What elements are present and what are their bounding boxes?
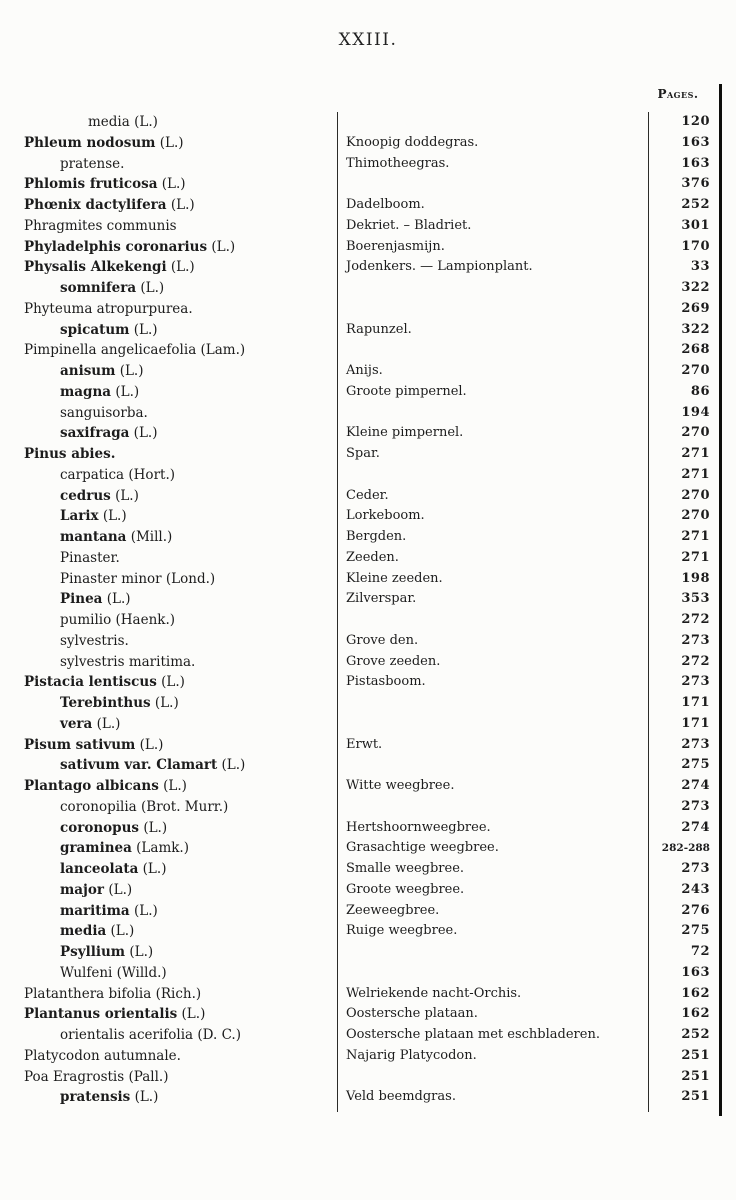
table-row — [0, 610, 736, 631]
dutch-common-name: Groote pimpernel. — [346, 383, 467, 399]
latin-name: Platycodon autumnale. — [24, 1047, 181, 1064]
page-number: 162 — [681, 1006, 710, 1022]
dutch-common-name: Ruige weegbree. — [346, 923, 458, 939]
latin-name: somnifera (L.) — [60, 280, 165, 296]
latin-name-bold: anisum — [60, 363, 116, 379]
page-number: 272 — [681, 653, 710, 669]
latin-name: Phyladelphis coronarius (L.) — [24, 238, 236, 255]
dutch-common-name: Grove zeeden. — [346, 653, 441, 669]
table-row — [0, 880, 736, 901]
table-row — [0, 942, 736, 963]
table-row — [0, 174, 736, 195]
table-row — [0, 299, 736, 320]
page-number: 273 — [681, 798, 710, 814]
page-number: 274 — [681, 819, 710, 835]
table-row — [0, 340, 736, 361]
page-number: 270 — [681, 425, 710, 441]
latin-name: lanceolata (L.) — [60, 861, 167, 877]
page-number: 273 — [681, 674, 710, 690]
dutch-common-name: Smalle weegbree. — [346, 861, 465, 876]
table-row — [0, 133, 736, 154]
latin-name: anisum (L.) — [60, 363, 144, 379]
table-row — [0, 527, 736, 548]
table-row — [0, 569, 736, 590]
table-row — [0, 1004, 736, 1025]
latin-name: Phleum nodosum (L.) — [24, 134, 184, 151]
latin-name: spicatum (L.) — [60, 321, 158, 338]
latin-name: coronopilia (Brot. Murr.) — [60, 798, 229, 815]
table-row — [0, 361, 736, 382]
dutch-common-name: Kleine pimpernel. — [346, 425, 464, 441]
page-number: 271 — [681, 549, 710, 565]
latin-name: Pimpinella angelicaefolia (Lam.) — [24, 342, 246, 359]
dutch-common-name: Oostersche plataan met eschbladeren. — [346, 1027, 600, 1042]
page-number: 171 — [681, 715, 710, 731]
page-number: 271 — [681, 529, 710, 544]
latin-name: maritima (L.) — [60, 902, 158, 919]
latin-name-bold: Plantanus orientalis — [24, 1006, 178, 1023]
page-number: 271 — [681, 446, 710, 461]
latin-name: graminea (Lamk.) — [60, 840, 189, 857]
latin-name-bold: major — [60, 881, 105, 898]
page-number: 273 — [681, 632, 710, 648]
pages-column-header: Pages. — [657, 87, 699, 101]
table-row — [0, 652, 736, 673]
page-number: 269 — [681, 300, 710, 316]
table-row — [0, 693, 736, 714]
table-row — [0, 776, 736, 797]
latin-name: pratensis (L.) — [60, 1089, 159, 1106]
latin-name: Plantanus orientalis (L.) — [24, 1006, 206, 1023]
page-title: XXIII. — [338, 30, 398, 50]
page-number: 162 — [681, 985, 710, 1001]
table-row — [0, 1087, 736, 1108]
page-number: 243 — [681, 881, 710, 897]
dutch-common-name: Zeeden. — [346, 549, 399, 565]
page-number: 274 — [681, 778, 710, 793]
latin-name-bold: Pinea — [60, 591, 103, 608]
latin-name-bold: Phyladelphis coronarius — [24, 238, 208, 255]
page-number: 251 — [681, 1047, 710, 1063]
dutch-common-name: Boerenjasmijn. — [346, 238, 445, 254]
dutch-common-name: Thimotheegras. — [346, 155, 450, 171]
table-row — [0, 672, 736, 693]
latin-name: major (L.) — [60, 881, 133, 898]
latin-name: Physalis Alkekengi (L.) — [24, 259, 195, 276]
latin-name-bold: pratensis — [60, 1089, 131, 1106]
latin-name: saxifraga (L.) — [60, 425, 158, 442]
table-row — [0, 921, 736, 942]
latin-name-bold: vera — [60, 715, 93, 732]
table-row — [0, 320, 736, 341]
latin-name: Pinaster. — [60, 549, 120, 566]
latin-name-bold: coronopus — [60, 819, 140, 836]
latin-name: sylvestris. — [60, 632, 129, 649]
latin-name: Pinus abies. — [24, 446, 116, 462]
dutch-common-name: Pistasboom. — [346, 674, 426, 690]
dutch-common-name: Dekriet. – Bladriet. — [346, 217, 472, 233]
dutch-common-name: Jodenkers. — Lampionplant. — [346, 259, 533, 275]
latin-name-bold: Phleum nodosum — [24, 134, 156, 151]
latin-name: media (L.) — [60, 923, 135, 940]
page-number: 275 — [681, 757, 710, 773]
latin-name: carpatica (Hort.) — [60, 466, 176, 483]
page-number: 251 — [681, 1068, 710, 1084]
latin-name-bold: Pistacia lentiscus — [24, 674, 157, 691]
latin-name: mantana (Mill.) — [60, 529, 173, 545]
page-number: 33 — [690, 259, 710, 275]
page-number: 268 — [681, 342, 710, 358]
latin-name-bold: cedrus — [60, 487, 111, 504]
latin-name: Terebinthus (L.) — [60, 695, 179, 711]
page-number: 163 — [681, 155, 710, 171]
page-number: 322 — [681, 321, 710, 337]
table-row — [0, 735, 736, 756]
dutch-common-name: Dadelboom. — [346, 197, 425, 212]
latin-name-bold: mantana — [60, 529, 127, 545]
table-row — [0, 506, 736, 527]
page-number: 301 — [681, 217, 710, 233]
table-row — [0, 797, 736, 818]
dutch-common-name: Najarig Platycodon. — [346, 1047, 477, 1063]
latin-name: Wulfeni (Willd.) — [60, 964, 167, 981]
latin-name-bold: graminea — [60, 840, 132, 857]
page-number: 194 — [681, 404, 710, 420]
table-row — [0, 714, 736, 735]
dutch-common-name: Lorkeboom. — [346, 508, 425, 524]
dutch-common-name: Bergden. — [346, 529, 407, 544]
table-row — [0, 984, 736, 1005]
latin-name: Phyteuma atropurpurea. — [24, 300, 193, 317]
table-row — [0, 1046, 736, 1067]
page-number: 271 — [681, 466, 710, 482]
table-row — [0, 278, 736, 299]
table-row — [0, 755, 736, 776]
latin-name-bold: Plantago albicans — [24, 778, 159, 794]
latin-name-bold: somnifera — [60, 280, 137, 296]
latin-name-bold: Phœnix dactylifera — [24, 197, 167, 213]
dutch-common-name: Knoopig doddegras. — [346, 134, 479, 150]
page-number: 252 — [681, 1027, 710, 1042]
table-row — [0, 423, 736, 444]
latin-name-bold: magna — [60, 383, 112, 400]
page-number: 171 — [681, 695, 710, 710]
table-row — [0, 1025, 736, 1046]
page-number: 275 — [681, 923, 710, 939]
page-number: 252 — [681, 197, 710, 212]
table-row — [0, 589, 736, 610]
latin-name: Larix (L.) — [60, 508, 127, 525]
latin-name-bold: sativum var. Clamart — [60, 757, 218, 774]
table-row — [0, 548, 736, 569]
table-row — [0, 195, 736, 216]
dutch-common-name: Groote weegbree. — [346, 881, 465, 897]
page-number: 273 — [681, 736, 710, 752]
page-number: 322 — [681, 280, 710, 295]
table-row — [0, 216, 736, 237]
page-number: 251 — [681, 1089, 710, 1105]
dutch-common-name: Welriekende nacht-Orchis. — [346, 985, 522, 1001]
latin-name: orientalis acerifolia (D. C.) — [60, 1027, 241, 1043]
latin-name: Platanthera bifolia (Rich.) — [24, 985, 202, 1002]
latin-name: Pisum sativum (L.) — [24, 736, 164, 753]
table-row — [0, 154, 736, 175]
latin-name: Phragmites communis — [24, 217, 177, 234]
latin-name: Pinea (L.) — [60, 591, 131, 608]
page-number: 163 — [681, 134, 710, 150]
table-row — [0, 444, 736, 465]
latin-name-bold: media — [60, 923, 107, 940]
latin-name: magna (L.) — [60, 383, 140, 400]
page-number: 163 — [681, 964, 710, 980]
table-row — [0, 818, 736, 839]
table-row — [0, 838, 736, 859]
page-number: 353 — [681, 591, 710, 607]
table-row — [0, 112, 736, 133]
page-number: 282-288 — [661, 842, 710, 855]
page-number: 270 — [681, 487, 710, 503]
dutch-common-name: Anijs. — [346, 363, 383, 378]
latin-name: Pistacia lentiscus (L.) — [24, 674, 185, 691]
table-row — [0, 257, 736, 278]
table-row — [0, 382, 736, 403]
dutch-common-name: Erwt. — [346, 736, 383, 752]
latin-name: Plantago albicans (L.) — [24, 778, 187, 794]
latin-name: sativum var. Clamart (L.) — [60, 757, 246, 774]
latin-name: Psyllium (L.) — [60, 944, 154, 960]
dutch-common-name: Zilverspar. — [346, 591, 417, 607]
dutch-common-name: Veld beemdgras. — [346, 1089, 456, 1105]
table-row — [0, 486, 736, 507]
dutch-common-name: Rapunzel. — [346, 321, 412, 337]
index-table — [0, 112, 736, 1108]
latin-name-bold: Larix — [60, 508, 99, 525]
latin-name-bold: spicatum — [60, 321, 130, 338]
table-row — [0, 963, 736, 984]
latin-name: coronopus (L.) — [60, 819, 168, 836]
latin-name: Phœnix dactylifera (L.) — [24, 197, 195, 213]
table-row — [0, 1067, 736, 1088]
latin-name: pratense. — [60, 155, 125, 172]
table-row — [0, 465, 736, 486]
dutch-common-name: Kleine zeeden. — [346, 570, 443, 586]
table-row — [0, 237, 736, 258]
latin-name-bold: Physalis Alkekengi — [24, 259, 167, 276]
page-number: 120 — [681, 114, 710, 129]
dutch-common-name: Ceder. — [346, 487, 389, 503]
table-row — [0, 901, 736, 922]
latin-name: sanguisorba. — [60, 404, 148, 421]
page-number: 376 — [681, 176, 710, 192]
page-number: 72 — [690, 944, 710, 959]
latin-name: Poa Eragrostis (Pall.) — [24, 1068, 169, 1085]
table-row — [0, 403, 736, 424]
latin-name: vera (L.) — [60, 715, 121, 732]
latin-name: Pinaster minor (Lond.) — [60, 570, 216, 587]
dutch-common-name: Grove den. — [346, 632, 419, 648]
latin-name: cedrus (L.) — [60, 487, 139, 504]
page-number: 270 — [681, 508, 710, 524]
page-number: 276 — [681, 902, 710, 918]
page-number: 198 — [681, 570, 710, 586]
dutch-common-name: Grasachtige weegbree. — [346, 840, 499, 856]
table-row — [0, 631, 736, 652]
dutch-common-name: Hertshoornweegbree. — [346, 819, 491, 835]
latin-name: pumilio (Haenk.) — [60, 612, 176, 628]
dutch-common-name: Oostersche plataan. — [346, 1006, 478, 1022]
page-number: 273 — [681, 861, 710, 876]
table-row — [0, 859, 736, 880]
latin-name-bold: maritima — [60, 902, 130, 919]
latin-name: sylvestris maritima. — [60, 653, 196, 670]
page-number: 270 — [681, 363, 710, 378]
latin-name-bold: Terebinthus — [60, 695, 151, 711]
latin-name: media (L.) — [88, 114, 158, 130]
latin-name: Phlomis fruticosa (L.) — [24, 176, 186, 193]
latin-name-bold: Psyllium — [60, 944, 126, 960]
dutch-common-name: Spar. — [346, 446, 380, 461]
page-number: 170 — [681, 238, 710, 254]
latin-name-bold: lanceolata — [60, 861, 139, 877]
latin-name-bold: Phlomis fruticosa — [24, 176, 158, 193]
dutch-common-name: Witte weegbree. — [346, 778, 455, 793]
page-number: 272 — [681, 612, 710, 627]
latin-name-bold: Pisum sativum — [24, 736, 136, 753]
page-number: 86 — [690, 383, 710, 399]
dutch-common-name: Zeeweegbree. — [346, 902, 440, 918]
latin-name-bold: saxifraga — [60, 425, 130, 442]
